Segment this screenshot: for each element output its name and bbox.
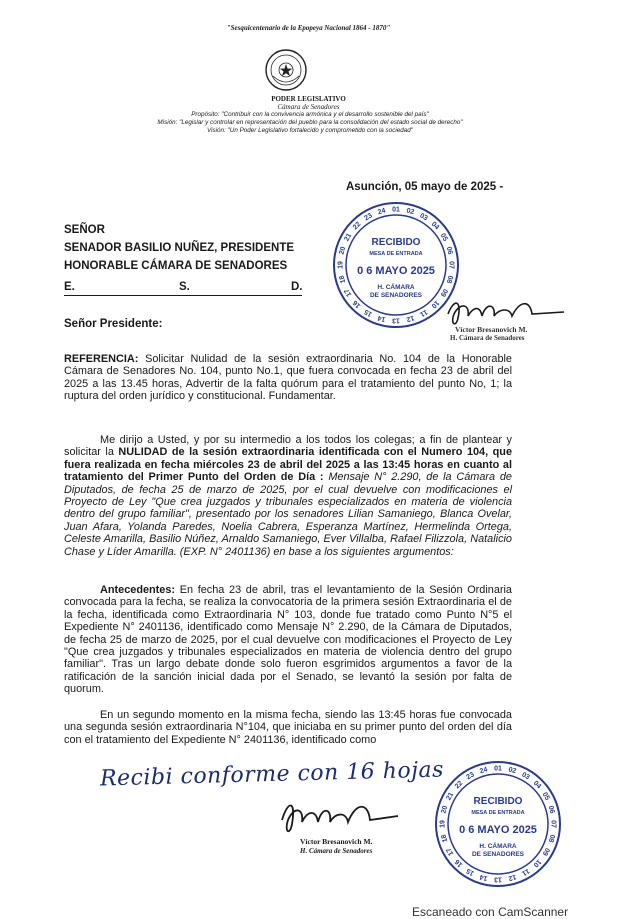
stamp-ring-number: 14: [479, 872, 489, 882]
stamp-ring-number: 19: [439, 820, 447, 828]
greeting: Señor Presidente:: [64, 318, 163, 330]
signature-2-name: Víctor Bresanovich M.: [300, 837, 373, 846]
stamp-ring-number: 18: [440, 833, 450, 843]
antecedentes-text: En fecha 23 de abril, tras el levantamiento de la Sesión Ordinaria convocada para la fecha, se realiza la convocatoria de la primera sesión Extraordinaria el de la fecha, identificada como Extraordinaria N° 103, donde fue tratado como Punto N°5 el Expediente N° 2401136, identificado como Mensaje N° 2.290, de la Cámara de Diputados, de fecha 25 de marzo de 2025, por el cual devuelve con modificaciones el Proyecto de Ley "Que crea juzgados y tribunales especializados en materia de violencia dentro del grupo familiar". Tras un largo debate donde solo fueron esgrimidos argumentos a favor de la ratificación de la sanción inicial dada por el Senado, se levantó la sesión por falta de quorum.: [64, 584, 512, 696]
esd-d: D.: [291, 281, 303, 293]
stamp-ring-number: 03: [418, 212, 429, 223]
stamp-ring-number: 11: [418, 307, 429, 318]
antecedentes-label: Antecedentes:: [100, 584, 176, 596]
stamp-ring-number: 09: [438, 287, 449, 298]
antecedentes-paragraph: [64, 584, 512, 696]
mission-line: Misión: "Legislar y controlar en representación del pueblo para la consolidación del estado social de derecho": [157, 119, 463, 126]
stamp-ring-number: 19: [337, 261, 345, 269]
stamp-ring-number: 09: [540, 846, 551, 857]
stamp-ring-number: 03: [520, 771, 531, 782]
stamp-ring-number: 16: [453, 857, 465, 869]
stamp-ring-number: 20: [338, 246, 348, 256]
second-moment-paragraph: [64, 709, 512, 746]
request-paragraph: [64, 434, 512, 558]
stamp-office-1: H. CÁMARA: [377, 284, 415, 291]
esd-s: S.: [179, 281, 190, 293]
second-moment-text: En un segundo momento en la misma fecha, siendo las 13:45 horas fue convocada una segunda sesión extraordinaria N°104, que iniciaba en su primer punto del orden del día con el tratamiento del Expediente N° 2401136, identificado como: [64, 709, 512, 746]
letter-date: Asunción, 05 mayo de 2025 -: [346, 181, 504, 193]
stamp-ring-number: 10: [429, 298, 441, 310]
vision-line: Visión: "Un Poder Legislativo fortalecido y comprometido con la sociedad": [207, 127, 413, 134]
stamp-2-office-1: H. CÁMARA: [479, 843, 517, 850]
stamp-ring-number: 05: [540, 791, 551, 802]
stamp-ring-number: 04: [429, 220, 441, 232]
stamp-ring-number: 23: [465, 771, 476, 782]
stamp-ring-number: 15: [465, 866, 476, 877]
stamp-ring-number: 07: [549, 820, 557, 828]
stamp-ring-number: 05: [438, 232, 449, 243]
stamp-ring-number: 22: [351, 220, 363, 232]
stamp-ring-number: 17: [343, 287, 354, 298]
stamp-ring-number: 01: [494, 765, 502, 773]
stamp-ring-number: 21: [445, 791, 456, 802]
esd-line: [64, 281, 302, 296]
stamp-ring-number: 24: [479, 766, 489, 776]
stamp-ring-number: 23: [363, 212, 374, 223]
signature-2-icon: [272, 790, 402, 840]
stamp-ring-number: 22: [453, 779, 465, 791]
received-stamp-2-icon: [432, 758, 564, 890]
scanner-watermark: Escaneado con CamScanner: [412, 905, 569, 919]
stamp-ring-number: 10: [531, 857, 543, 869]
stamp-ring-number: 06: [546, 805, 556, 815]
purpose-line: Propósito: "Contribuir con la convivencia armónica y el desarrollo sostenible del país": [191, 111, 429, 118]
stamp-sub: MESA DE ENTRADA: [369, 251, 423, 257]
stamp-office-2: DE SENADORES: [369, 292, 423, 299]
referencia-paragraph: [64, 353, 512, 403]
request-text-a: Me dirijo a Usted, y por su intermedio a los todos los colegas; a fin de plantear y solicitar la: [64, 434, 512, 459]
stamp-ring-number: 14: [377, 313, 387, 323]
stamp-ring-number: 13: [494, 875, 502, 883]
signature-2-chamber: H. Cámara de Senadores: [300, 847, 373, 855]
request-text-b: NULIDAD de la sesión extraordinaria identificada con el Numero 104, que fuera realizada en fecha miércoles 23 de abril del 2025 a las 13:45 horas en cuanto al tratamiento del Primer Punto del Orden de Día :: [64, 446, 512, 484]
stamp-ring-number: 01: [392, 206, 400, 214]
stamp-ring-number: 02: [507, 766, 517, 776]
stamp-2-sub: MESA DE ENTRADA: [471, 810, 525, 816]
stamp-ring-number: 17: [445, 846, 456, 857]
stamp-ring-number: 13: [392, 316, 400, 324]
stamp-ring-number: 24: [377, 207, 387, 217]
stamp-ring-number: 08: [546, 833, 556, 843]
addressee-line-1: SEÑOR: [64, 224, 105, 236]
stamp-label: RECIBIDO: [371, 237, 421, 248]
handwritten-note: Recibi conforme con 16 hojas: [99, 757, 445, 792]
referencia-text: Solicitar Nulidad de la sesión extraordinaria No. 104 de la Honorable Cámara de Senadores No. 104, punto No.1, que fuera convocada en fecha 23 de abril del 2025 a las 13.45 horas, Advertir de la falta quórum para el tratamiento del punto No, 1; la ruptura del orden jurídico y constitucional. Fundamentar.: [64, 353, 512, 403]
stamp-ring-number: 08: [444, 274, 454, 284]
stamp-ring-number: 11: [520, 866, 531, 877]
stamp-ring-number: 16: [351, 298, 363, 310]
stamp-2-date: 0 6 MAYO 2025: [459, 824, 537, 836]
chamber-name: Cámara de Senadores: [277, 103, 340, 111]
stamp-ring-number: 07: [447, 261, 455, 269]
referencia-label: REFERENCIA:: [64, 353, 139, 365]
addressee-line-3: HONORABLE CÁMARA DE SENADORES: [64, 260, 288, 272]
addressee-line-2: SENADOR BASILIO NUÑEZ, PRESIDENTE: [64, 242, 295, 254]
stamp-ring-number: 18: [338, 274, 348, 284]
stamp-2-office-2: DE SENADORES: [471, 851, 525, 858]
signature-1-chamber: H. Cámara de Senadores: [450, 334, 525, 342]
esd-e: E.: [64, 281, 75, 293]
national-seal-icon: [264, 48, 308, 92]
signature-1-name: Víctor Bresanovich M.: [455, 325, 528, 334]
stamp-ring-number: 12: [405, 313, 415, 323]
stamp-ring-number: 06: [444, 246, 454, 256]
stamp-2-label: RECIBIDO: [473, 796, 523, 807]
stamp-ring-number: 02: [405, 207, 415, 217]
stamp-ring-number: 12: [507, 872, 517, 882]
stamp-ring-number: 15: [363, 307, 374, 318]
stamp-ring-number: 21: [343, 232, 354, 243]
request-text-c: Mensaje N° 2.290, de la Cámara de Diputados, de fecha 25 de marzo de 2025, por el cual devuelve con modificaciones el Proyecto de Ley "Que crea juzgados y tribunales especializados en materia de violencia dentro del grupo familiar", presentado por los senadores Lilian Samaniego, Blanca Ovelar, Juan Afara, Yolanda Paredes, Noelia Cabrera, Esperanza Martínez, Hermelinda Ortega, Celeste Amarilla, Basilio Núñez, Arnaldo Samaniego, Ever Villalba, Rafael Filizzola, Natalicio Chase y Líder Amarilla. (EXP. N° 2401136) en base a los siguientes argumentos:: [64, 471, 512, 558]
stamp-date: 0 6 MAYO 2025: [357, 265, 435, 277]
stamp-ring-number: 04: [531, 779, 543, 791]
institution-name: PODER LEGISLATIVO: [271, 95, 346, 103]
stamp-ring-number: 20: [440, 805, 450, 815]
header-motto: "Sesquicentenario de la Epopeya Nacional 1864 - 1870": [226, 24, 391, 32]
